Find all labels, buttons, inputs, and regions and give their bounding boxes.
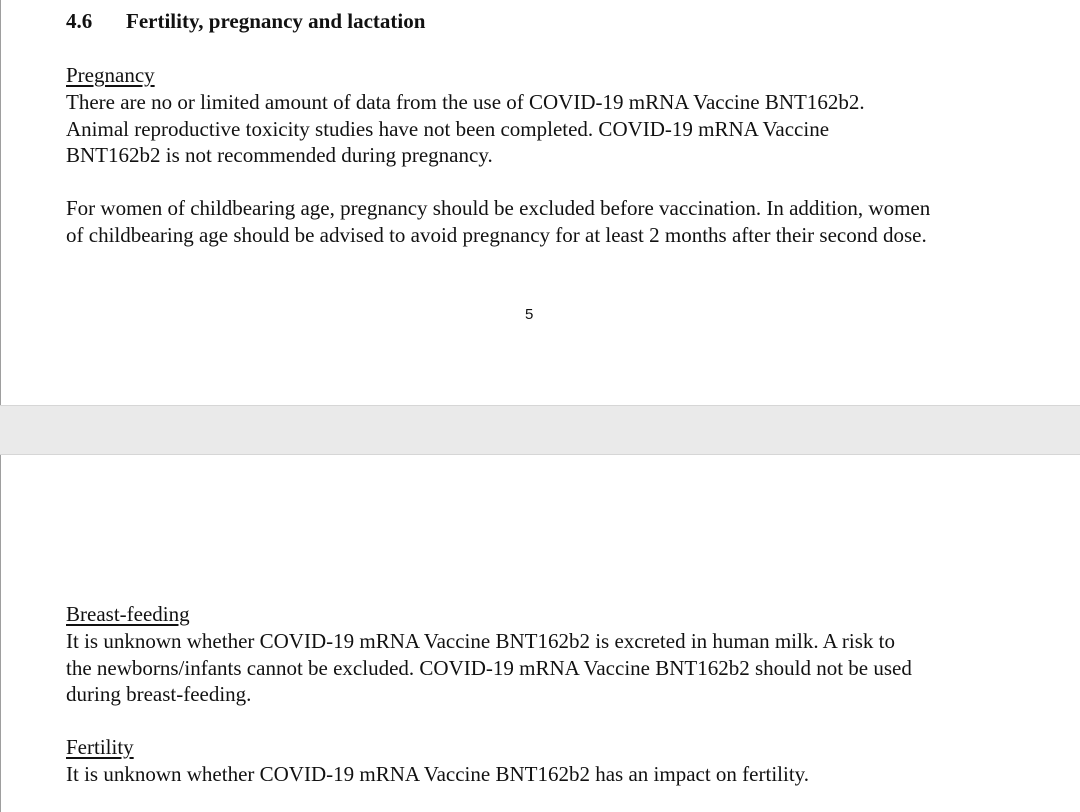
pregnancy-paragraph-2 (66, 195, 930, 248)
breastfeeding-heading: Breast-feeding (66, 602, 190, 626)
text-line: the newborns/infants cannot be excluded. COVID-19 mRNA Vaccine BNT162b2 should not be used (66, 655, 912, 680)
document-page-lower (0, 455, 1080, 812)
page-number: 5 (525, 306, 534, 323)
text-line: of childbearing age should be advised to avoid pregnancy for at least 2 months after their second dose. (66, 222, 927, 247)
text-line: For women of childbearing age, pregnancy should be excluded before vaccination. In addition, women (66, 196, 931, 220)
breastfeeding-paragraph (66, 628, 912, 708)
page-separator (0, 405, 1080, 455)
text-line: It is unknown whether COVID-19 mRNA Vaccine BNT162b2 is excreted in human milk. A risk to (66, 629, 896, 653)
section-title: Fertility, pregnancy and lactation (126, 9, 426, 33)
document-page-upper (0, 0, 1080, 405)
pregnancy-heading: Pregnancy (66, 63, 155, 87)
text-line: during breast-feeding. (66, 682, 252, 706)
fertility-heading: Fertility (66, 735, 134, 759)
text-line: There are no or limited amount of data from the use of COVID-19 mRNA Vaccine BNT162b2. (66, 90, 865, 114)
text-line: BNT162b2 is not recommended during pregnancy. (66, 143, 493, 167)
section-number: 4.6 (66, 9, 93, 33)
text-line: Animal reproductive toxicity studies have not been completed. COVID-19 mRNA Vaccine (66, 116, 830, 141)
section-heading (66, 9, 425, 34)
text-line: It is unknown whether COVID-19 mRNA Vaccine BNT162b2 has an impact on fertility. (66, 762, 810, 786)
fertility-paragraph (66, 761, 809, 788)
pregnancy-paragraph-1 (66, 89, 865, 169)
